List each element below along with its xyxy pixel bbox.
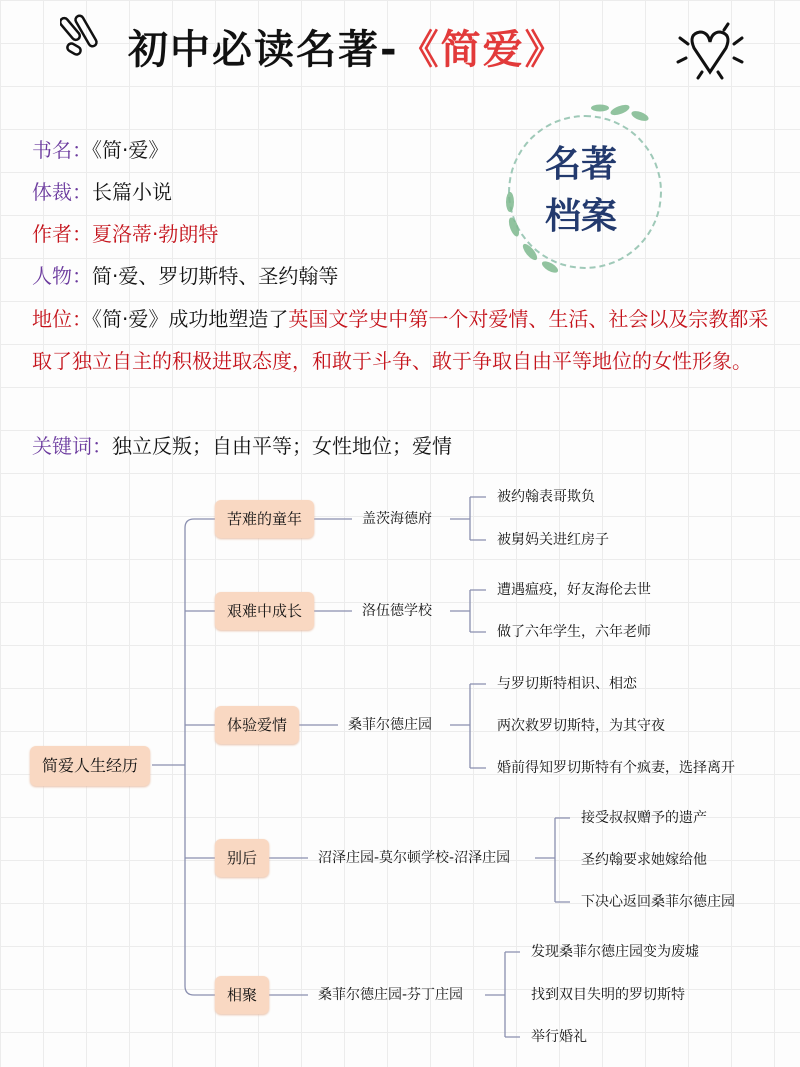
event-item: 找到双目失明的罗切斯特 [531, 987, 685, 1003]
event-item: 被约翰表哥欺负 [497, 489, 595, 505]
title-main: 初中必读名著- [128, 27, 399, 73]
value: 独立反叛；自由平等；女性地位；爱情 [112, 434, 452, 458]
branch-place: 桑菲尔德庄园-芬丁庄园 [318, 987, 464, 1003]
value-highlight: 英国文学史中第一个对爱情、生活、社会以及宗教都采取了独立自主的积极进取态度，和敢于斗争、敢于争取自由平等地位的女性形象。 [32, 307, 769, 373]
event-item: 下决心返回桑菲尔德庄园 [581, 894, 735, 910]
branch-box: 别后 [215, 839, 269, 877]
event-item: 圣约翰要求她嫁给他 [581, 852, 707, 868]
branch-place: 盖茨海德府 [362, 511, 432, 527]
branch-box: 苦难的童年 [215, 500, 314, 538]
event-item: 与罗切斯特相识、相恋 [497, 676, 637, 692]
stamp-line-1: 名著 [545, 144, 618, 185]
branch-box: 艰难中成长 [215, 592, 314, 630]
value: 长篇小说 [92, 180, 172, 204]
stamp-line-2: 档案 [545, 196, 618, 237]
value: 夏洛蒂·勃朗特 [92, 222, 219, 246]
event-item: 两次救罗切斯特，为其守夜 [497, 718, 665, 734]
branch-place: 洛伍德学校 [362, 603, 432, 619]
branch-place: 桑菲尔德庄园 [348, 717, 432, 733]
label: 人物： [32, 264, 92, 288]
value: 简·爱、罗切斯特、圣约翰等 [92, 264, 339, 288]
branch-box: 体验爱情 [215, 706, 299, 744]
branch-place: 沼泽庄园-莫尔顿学校-沼泽庄园 [318, 850, 511, 866]
title-book: 《简爱》 [398, 27, 567, 73]
event-item: 婚前得知罗切斯特有个疯妻，选择离开 [497, 760, 735, 776]
event-item: 举行婚礼 [531, 1029, 587, 1045]
label: 关键词： [32, 434, 112, 458]
event-item: 做了六年学生，六年老师 [497, 624, 651, 640]
label: 作者： [32, 222, 92, 246]
event-item: 发现桑菲尔德庄园变为废墟 [531, 944, 699, 960]
value: 《简·爱》成功地塑造了 [92, 307, 289, 331]
event-item: 遭遇瘟疫，好友海伦去世 [497, 582, 651, 598]
value: 《简·爱》 [92, 138, 169, 162]
label: 地位： [32, 307, 92, 331]
label: 书名： [32, 138, 92, 162]
branch-box: 相聚 [215, 976, 269, 1014]
event-item: 被舅妈关进红房子 [497, 532, 609, 548]
label: 体裁： [32, 180, 92, 204]
event-item: 接受叔叔赠予的遗产 [581, 810, 707, 826]
mindmap-root: 简爱人生经历 [30, 746, 150, 786]
